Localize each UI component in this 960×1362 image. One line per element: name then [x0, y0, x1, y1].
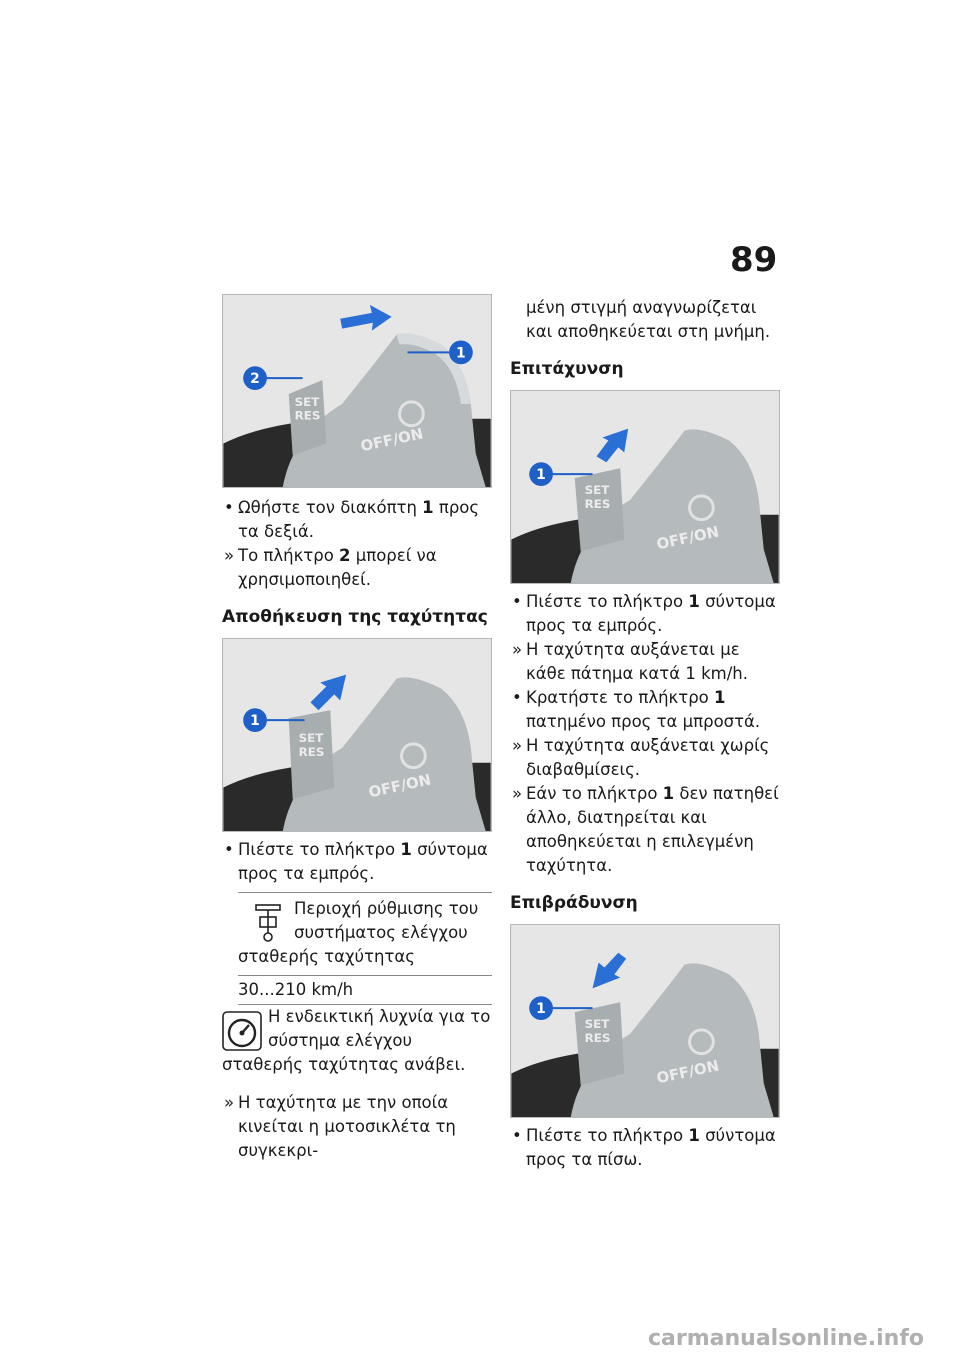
- svg-text:SET: SET: [298, 730, 324, 745]
- heading-store-speed: Αποθήκευση της ταχύτητας: [222, 607, 488, 627]
- svg-text:SET: SET: [584, 1016, 610, 1031]
- svg-text:SET: SET: [584, 482, 610, 497]
- result-speed-stored: » Η ταχύτητα με την οποία κινείται η μοτοσικλέτα τη συγκεκρι-: [224, 1093, 456, 1160]
- switch-illustration: [511, 391, 779, 583]
- result-button-usable: » Το πλήκτρο 2 μπορεί να χρησιμοποιηθεί.: [224, 546, 437, 589]
- svg-text:OFF/ON: OFF/ON: [367, 771, 433, 802]
- svg-text:OFF/ON: OFF/ON: [655, 1057, 721, 1088]
- svg-text:SET: SET: [294, 394, 320, 409]
- spec-label-row: Περιοχή ρύθμισης του συστήματος ελέγχου σταθερής ταχύτητας: [238, 893, 492, 976]
- svg-text:1: 1: [455, 345, 466, 362]
- figure-accelerate: [510, 390, 780, 584]
- step-press-forward: • Πιέστε το πλήκτρο 1 σύντομα προς τα εμπρός.: [512, 592, 776, 635]
- page-number: 89: [730, 240, 778, 280]
- svg-text:RES: RES: [298, 744, 325, 759]
- svg-text:OFF/ON: OFF/ON: [359, 425, 425, 456]
- spec-table: [238, 892, 492, 1005]
- indicator-note: Η ενδεικτική λυχνία για το σύστημα ελέγχου σταθερής ταχύτητας ανάβει.: [222, 1007, 491, 1074]
- heading-deceleration: Επιβράδυνση: [510, 893, 638, 913]
- result-speed-kept: » Εάν το πλήκτρο 1 δεν πατηθεί άλλο, διατηρείται και αποθηκεύεται η επιλεγμένη ταχύτητα.: [512, 784, 779, 875]
- svg-text:RES: RES: [584, 1030, 611, 1045]
- svg-text:1: 1: [536, 467, 546, 484]
- figure-decelerate: [510, 924, 780, 1118]
- cruise-control-indicator-icon: [222, 1011, 262, 1051]
- svg-text:OFF/ON: OFF/ON: [655, 523, 721, 554]
- step-hold-forward: • Κρατήστε το πλήκτρο 1 πατημένο προς τα μπροστά.: [512, 688, 761, 731]
- figure-switch-right: [222, 294, 492, 488]
- result-speed-increase-step: » Η ταχύτητα αυξάνεται με κάθε πάτημα κατά 1 km/h.: [512, 640, 748, 683]
- svg-text:1: 1: [250, 713, 260, 730]
- result-continued: μένη στιγμή αναγνωρίζεται και αποθηκεύεται στη μνήμη.: [526, 298, 771, 341]
- switch-illustration: [223, 639, 491, 831]
- setting-range-icon: [252, 903, 284, 943]
- result-speed-increase-continuous: » Η ταχύτητα αυξάνεται χωρίς διαβαθμίσεις.: [512, 736, 770, 779]
- switch-illustration: [223, 295, 491, 487]
- svg-text:RES: RES: [584, 496, 611, 511]
- step-push-switch: • Ωθήστε τον διακόπτη 1 προς τα δεξιά.: [224, 498, 480, 541]
- svg-text:2: 2: [250, 371, 260, 388]
- watermark: carmanualsonline.info: [648, 1326, 924, 1351]
- figure-set-button: [222, 638, 492, 832]
- heading-acceleration: Επιτάχυνση: [510, 359, 624, 379]
- switch-illustration: [511, 925, 779, 1117]
- step-press-backward: • Πιέστε το πλήκτρο 1 σύντομα προς τα πίσω.: [512, 1126, 776, 1169]
- left-column: [222, 294, 492, 1163]
- svg-text:1: 1: [536, 1001, 546, 1018]
- svg-text:RES: RES: [294, 408, 321, 423]
- right-column: [510, 294, 780, 1172]
- step-press-forward: • Πιέστε το πλήκτρο 1 σύντομα προς τα εμπρός.: [224, 840, 488, 883]
- spec-value-row: 30...210 km/h: [238, 980, 354, 999]
